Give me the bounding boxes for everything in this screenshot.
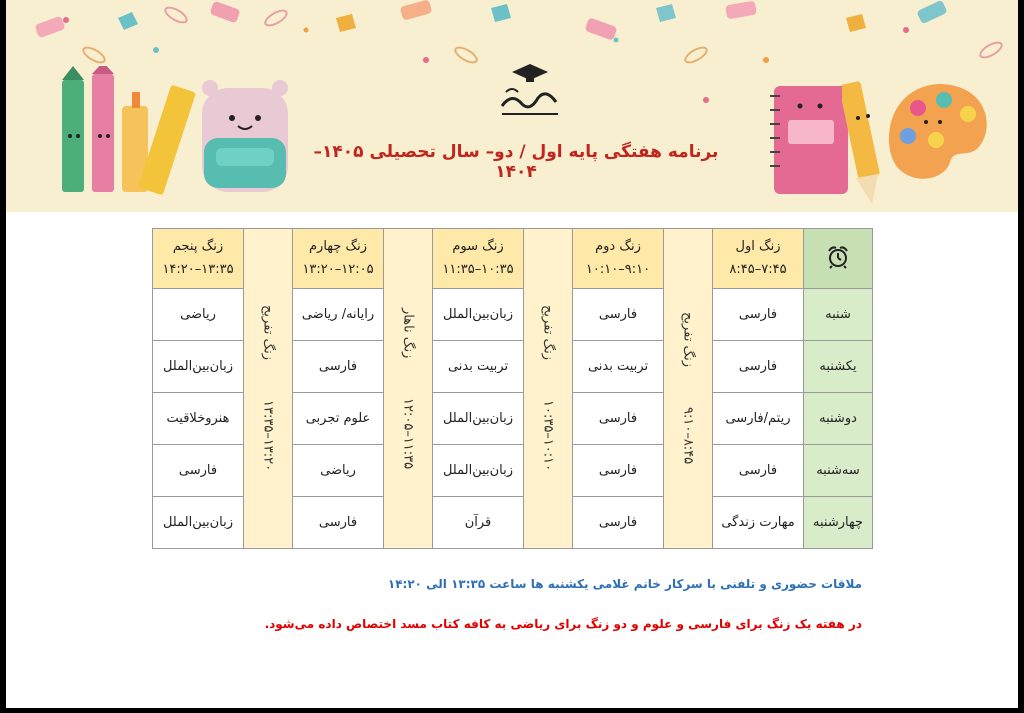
class-cell: فارسی — [713, 445, 804, 497]
period-5-header — [153, 229, 244, 289]
class-cell: تربیت بدنی — [433, 341, 524, 393]
day-label: شنبه — [804, 289, 873, 341]
class-cell: زبان‌بین‌الملل — [433, 289, 524, 341]
page-title: برنامه هفتگی پایه اول / دو– سال تحصیلی ۱۴۰۵–۱۴۰۴ — [313, 142, 719, 182]
break-label: زنگ تفریح — [540, 305, 556, 361]
period-name: زنگ سوم — [452, 239, 504, 255]
period-name: زنگ چهارم — [309, 239, 367, 255]
alarm-clock-icon — [827, 245, 849, 269]
paint-palette-illustration — [878, 78, 998, 188]
period-time: ۱۲:۰۵–۱۳:۲۰ — [302, 261, 374, 277]
class-cell: زبان‌بین‌الملل — [433, 393, 524, 445]
period-name: زنگ دوم — [595, 239, 641, 255]
meeting-note: ملاقات حضوری و تلفنی با سرکار خانم غلامی یکشنبه ها ساعت ۱۳:۳۵ الی ۱۴:۲۰ — [387, 577, 862, 591]
period-time: ۱۰:۳۵–۱۱:۳۵ — [442, 261, 514, 277]
class-cell: هنروخلاقیت — [153, 393, 244, 445]
class-cell: مهارت زندگی — [713, 497, 804, 549]
pencil-illustration — [842, 78, 882, 208]
class-cell: فارسی — [573, 497, 664, 549]
header-row — [153, 229, 873, 289]
break-4-column — [244, 229, 293, 549]
class-cell: زبان‌بین‌الملل — [153, 341, 244, 393]
break-time: ۸:۴۵–۹:۱۰ — [680, 407, 696, 465]
class-cell: فارسی — [293, 497, 384, 549]
period-time: ۱۳:۳۵–۱۴:۲۰ — [162, 261, 234, 277]
day-label: چهارشنبه — [804, 497, 873, 549]
period-4-header — [293, 229, 384, 289]
day-label: یکشنبه — [804, 341, 873, 393]
class-cell: فارسی — [713, 289, 804, 341]
period-name: زنگ اول — [735, 239, 781, 255]
header-banner — [6, 0, 1018, 212]
lunch-break-column — [384, 229, 433, 549]
class-cell: ریتم/فارسی — [713, 393, 804, 445]
day-label: دوشنبه — [804, 393, 873, 445]
class-cell: ریاضی — [153, 289, 244, 341]
day-label: سه‌شنبه — [804, 445, 873, 497]
break-1-column — [664, 229, 713, 549]
period-name: زنگ پنجم — [172, 239, 224, 255]
class-cell: فارسی — [713, 341, 804, 393]
break-2-column — [524, 229, 573, 549]
break-label: زنگ تفریح — [260, 305, 276, 361]
break-time: ۱۳:۲۰–۱۳:۳۵ — [260, 400, 276, 472]
class-cell: رایانه/ ریاضی — [293, 289, 384, 341]
crayons-illustration — [56, 66, 206, 196]
class-cell: ریاضی — [293, 445, 384, 497]
schedule-page — [6, 0, 1018, 708]
class-cell: تربیت بدنی — [573, 341, 664, 393]
class-cell: علوم تجربی — [293, 393, 384, 445]
period-time: ۹:۱۰–۱۰:۱۰ — [585, 261, 651, 277]
break-label: زنگ تفریح — [680, 312, 696, 368]
class-cell: فارسی — [293, 341, 384, 393]
break-time: ۱۱:۳۵–۱۲:۰۵ — [400, 398, 416, 470]
backpack-illustration — [196, 78, 296, 198]
class-cell: فارسی — [573, 393, 664, 445]
period-1-header — [713, 229, 804, 289]
class-cell: زبان‌بین‌الملل — [433, 445, 524, 497]
school-logo — [498, 62, 562, 122]
period-3-header — [433, 229, 524, 289]
class-cell: قرآن — [433, 497, 524, 549]
period-2-header — [573, 229, 664, 289]
class-cell: زبان‌بین‌الملل — [153, 497, 244, 549]
period-time: ۷:۴۵–۸:۴۵ — [729, 261, 787, 277]
class-cell: فارسی — [153, 445, 244, 497]
weekly-schedule-table — [152, 228, 873, 549]
info-note: در هفته یک زنگ برای فارسی و علوم و دو زنگ برای ریاضی به کافه کتاب مسد اختصاص داده می‌شود. — [264, 617, 862, 631]
class-cell: فارسی — [573, 445, 664, 497]
break-time: ۱۰:۱۰–۱۰:۳۵ — [540, 400, 556, 472]
class-cell: فارسی — [573, 289, 664, 341]
break-label: زنگ ناهار — [400, 307, 416, 359]
clock-header-cell — [804, 229, 873, 289]
